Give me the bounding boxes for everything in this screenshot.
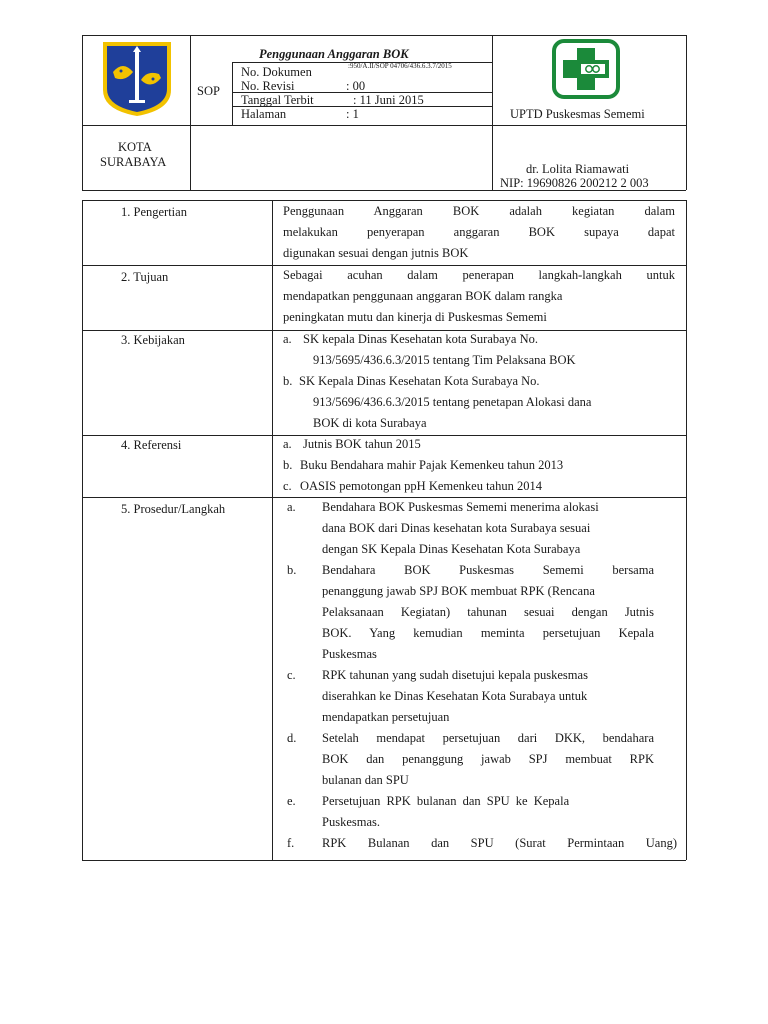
list-item-line: 913/5695/436.6.3/2015 tentang Tim Pelaksana BOK <box>313 353 576 367</box>
list-item <box>300 455 675 476</box>
list-marker: a. <box>283 332 292 346</box>
list-item-line: Bendahara BOK Puskesmas Sememi menerima alokasi <box>322 500 599 514</box>
list-marker: f. <box>287 836 295 850</box>
body-line: Sebagai acuhan dalam penerapan langkah-langkah untuk <box>283 268 675 282</box>
list-item-line: Puskesmas. <box>322 815 380 829</box>
section-body-tujuan <box>283 265 675 328</box>
list-item-line: bulanan dan SPU <box>322 773 409 787</box>
city-label-line2: SURABAYA <box>100 155 167 169</box>
page-label: Halaman <box>241 107 287 121</box>
list-item <box>322 728 654 791</box>
list-item-line: diserahkan ke Dinas Kesehatan Kota Surabaya untuk <box>322 689 588 703</box>
body-line: digunakan sesuai dengan jutnis BOK <box>283 246 469 260</box>
head-name: dr. Lolita Riamawati <box>526 162 630 176</box>
list-item-line: Jutnis BOK tahun 2015 <box>303 437 421 451</box>
section-label-referensi: 4. Referensi <box>121 438 182 452</box>
clinic-name: UPTD Puskesmas Sememi <box>510 107 645 121</box>
list-item-line: Pelaksanaan Kegiatan) tahunan sesuai dengan Jutnis <box>322 605 654 619</box>
head-nip: NIP: 19690826 200212 2 003 <box>500 176 649 190</box>
list-marker: b. <box>283 458 293 472</box>
body-line: mendapatkan penggunaan anggaran BOK dalam rangka <box>283 289 563 303</box>
list-item-line: Puskesmas <box>322 647 377 661</box>
list-item-line: SK kepala Dinas Kesehatan kota Surabaya No. <box>303 332 538 346</box>
list-item <box>322 833 677 854</box>
list-item-line: Setelah mendapat persetujuan dari DKK, bendahara <box>322 731 654 745</box>
revision-label: No. Revisi <box>241 79 295 93</box>
puskesmas-cross-logo <box>551 38 621 100</box>
list-item-line: RPK tahunan yang sudah disetujui kepala puskesmas <box>322 668 588 682</box>
section-label-pengertian: 1. Pengertian <box>121 205 187 219</box>
list-marker: a. <box>287 500 296 514</box>
document-title: Penggunaan Anggaran BOK <box>259 47 409 61</box>
list-item-line: BOK di kota Surabaya <box>313 416 427 430</box>
list-item-line: mendapatkan persetujuan <box>322 710 450 724</box>
list-item-line: 913/5696/436.6.3/2015 tentang penetapan Alokasi dana <box>313 395 592 409</box>
list-item-line: Persetujuan RPK bulanan dan SPU ke Kepala <box>322 794 570 808</box>
body-line: peningkatan mutu dan kinerja di Puskesmas Sememi <box>283 310 547 324</box>
list-item <box>322 497 654 560</box>
list-item-line: dengan SK Kepala Dinas Kesehatan Kota Surabaya <box>322 542 581 556</box>
list-item <box>300 476 675 497</box>
list-item-line: RPK Bulanan dan SPU (Surat Permintaan Uang) <box>322 836 677 850</box>
list-item-line: BOK dan penanggung jawab SPJ membuat RPK <box>322 752 654 766</box>
revision-value: : 00 <box>346 79 366 93</box>
body-line: Penggunaan Anggaran BOK adalah kegiatan dalam <box>283 204 675 218</box>
list-item-line: SK Kepala Dinas Kesehatan Kota Surabaya No. <box>299 374 540 388</box>
list-marker: e. <box>287 794 296 808</box>
list-item <box>322 560 654 665</box>
list-marker: c. <box>287 668 296 682</box>
list-marker: a. <box>283 437 292 451</box>
list-item <box>303 434 675 455</box>
list-item <box>299 371 675 434</box>
section-label-tujuan: 2. Tujuan <box>121 270 169 284</box>
list-marker: d. <box>287 731 297 745</box>
doc-number-value: :950/A.II/SOP 04706/436.6.3.7/2015 <box>348 62 452 70</box>
section-label-kebijakan: 3. Kebijakan <box>121 333 185 347</box>
list-item-line: OASIS pemotongan ppH Kemenkeu tahun 2014 <box>300 479 542 493</box>
issue-date-value: : 11 Juni 2015 <box>353 93 424 107</box>
issue-date-label: Tanggal Terbit <box>241 93 314 107</box>
list-item <box>303 329 675 371</box>
doc-number-label: No. Dokumen <box>241 65 312 79</box>
list-item-line: BOK. Yang kemudian meminta persetujuan Kepala <box>322 626 654 640</box>
list-marker: b. <box>283 374 293 388</box>
sop-label: SOP <box>197 84 220 98</box>
list-item-line: Bendahara BOK Puskesmas Sememi bersama <box>322 563 654 577</box>
city-label-line1: KOTA <box>118 140 152 154</box>
list-item <box>322 791 654 833</box>
body-line: melakukan penyerapan anggaran BOK supaya dapat <box>283 225 675 239</box>
list-item-line: penanggung jawab SPJ BOK membuat RPK (Rencana <box>322 584 595 598</box>
section-label-prosedur: 5. Prosedur/Langkah <box>121 502 226 516</box>
list-item-line: Buku Bendahara mahir Pajak Kemenkeu tahun 2013 <box>300 458 564 472</box>
list-item <box>322 665 654 728</box>
list-marker: b. <box>287 563 297 577</box>
list-marker: c. <box>283 479 292 493</box>
page-value: : 1 <box>346 107 359 121</box>
list-item-line: dana BOK dari Dinas kesehatan kota Surabaya sesuai <box>322 521 591 535</box>
city-crest-logo <box>95 38 179 118</box>
section-body-pengertian <box>283 201 675 264</box>
